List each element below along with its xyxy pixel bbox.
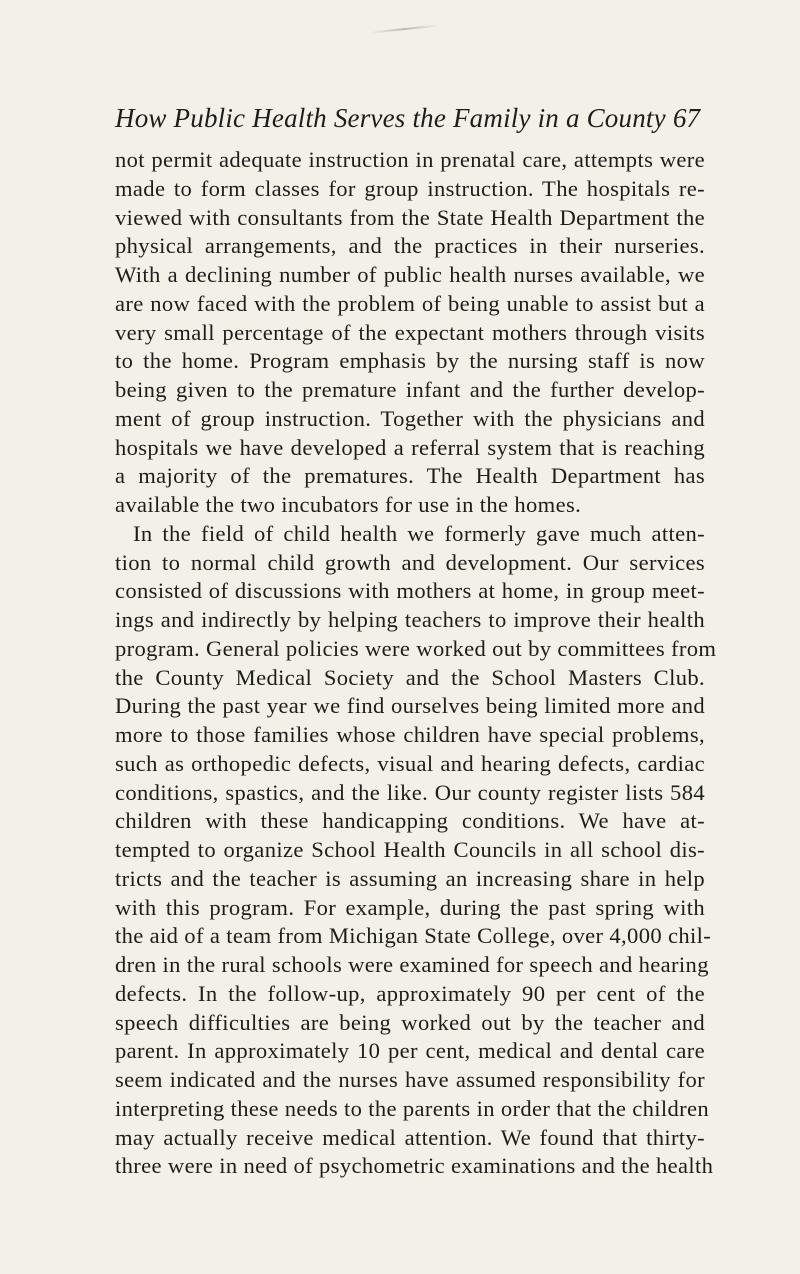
text-line: ment of group instruction. Together with the physicians and [115,405,705,431]
text-line: ings and indirectly by helping teachers to improve their health [115,607,705,632]
text-line: program. General policies were worked out by committees from [115,635,717,661]
running-title: How Public Health Serves the Family in a County [115,103,666,133]
text-line: physical arrangements, and the practices in their nurseries. [115,233,705,259]
text-line: tricts and the teacher is assuming an increasing share in help [115,865,705,891]
text-line: more to those families whose children have special problems, [115,722,705,747]
text-line: hospitals we have developed a referral system that is reaching [115,434,705,460]
paragraph-start-line: In the field of child health we formerly gave much atten- [133,520,705,546]
text-line: may actually receive medical attention. We found that thirty- [115,1124,705,1150]
text-line: seem indicated and the nurses have assumed responsibility for [115,1067,705,1092]
text-line: with this program. For example, during the past spring with [115,894,705,920]
text-line: the County Medical Society and the School Masters Club. [115,664,705,690]
text-line: viewed with consultants from the State Health Department the [115,204,705,230]
text-line: speech difficulties are being worked out by the teacher and [115,1009,705,1035]
text-line: being given to the premature infant and the further develop- [115,377,705,402]
page-number: 67 [673,103,700,133]
text-line: defects. In the follow-up, approximately 90 per cent of the [115,980,705,1006]
scan-smudge [370,24,440,33]
running-header [115,103,700,134]
text-line: During the past year we find ourselves being limited more and [115,693,705,719]
text-line: not permit adequate instruction in prenatal care, attempts were [115,147,705,172]
text-line: children with these handicapping conditions. We have at- [115,808,705,834]
text-line: such as orthopedic defects, visual and hearing defects, cardiac [115,750,705,776]
body-text [115,146,717,1181]
text-line: consisted of discussions with mothers at home, in group meet- [115,578,705,604]
text-line: three were in need of psychometric examinations and the health [115,1153,714,1179]
text-line: made to form classes for group instruction. The hospitals re- [115,175,705,201]
text-line: the aid of a team from Michigan State College, over 4,000 chil- [115,923,712,949]
text-line: very small percentage of the expectant mothers through visits [115,319,705,345]
text-line: conditions, spastics, and the like. Our county register lists 584 [115,779,705,805]
text-line: parent. In approximately 10 per cent, medical and dental care [115,1038,705,1064]
text-line: With a declining number of public health nurses available, we [115,262,705,287]
text-line: tempted to organize School Health Councils in all school dis- [115,837,705,862]
text-line: dren in the rural schools were examined for speech and hearing [115,952,709,977]
text-line: tion to normal child growth and development. Our services [115,549,705,575]
paragraph-end-line: available the two incubators for use in the homes. [115,492,582,517]
text-line: to the home. Program emphasis by the nursing staff is now [115,348,705,374]
text-line: are now faced with the problem of being unable to assist but a [115,290,705,316]
text-line: interpreting these needs to the parents in order that the children [115,1095,710,1121]
text-line: a majority of the prematures. The Health Department has [115,463,705,489]
